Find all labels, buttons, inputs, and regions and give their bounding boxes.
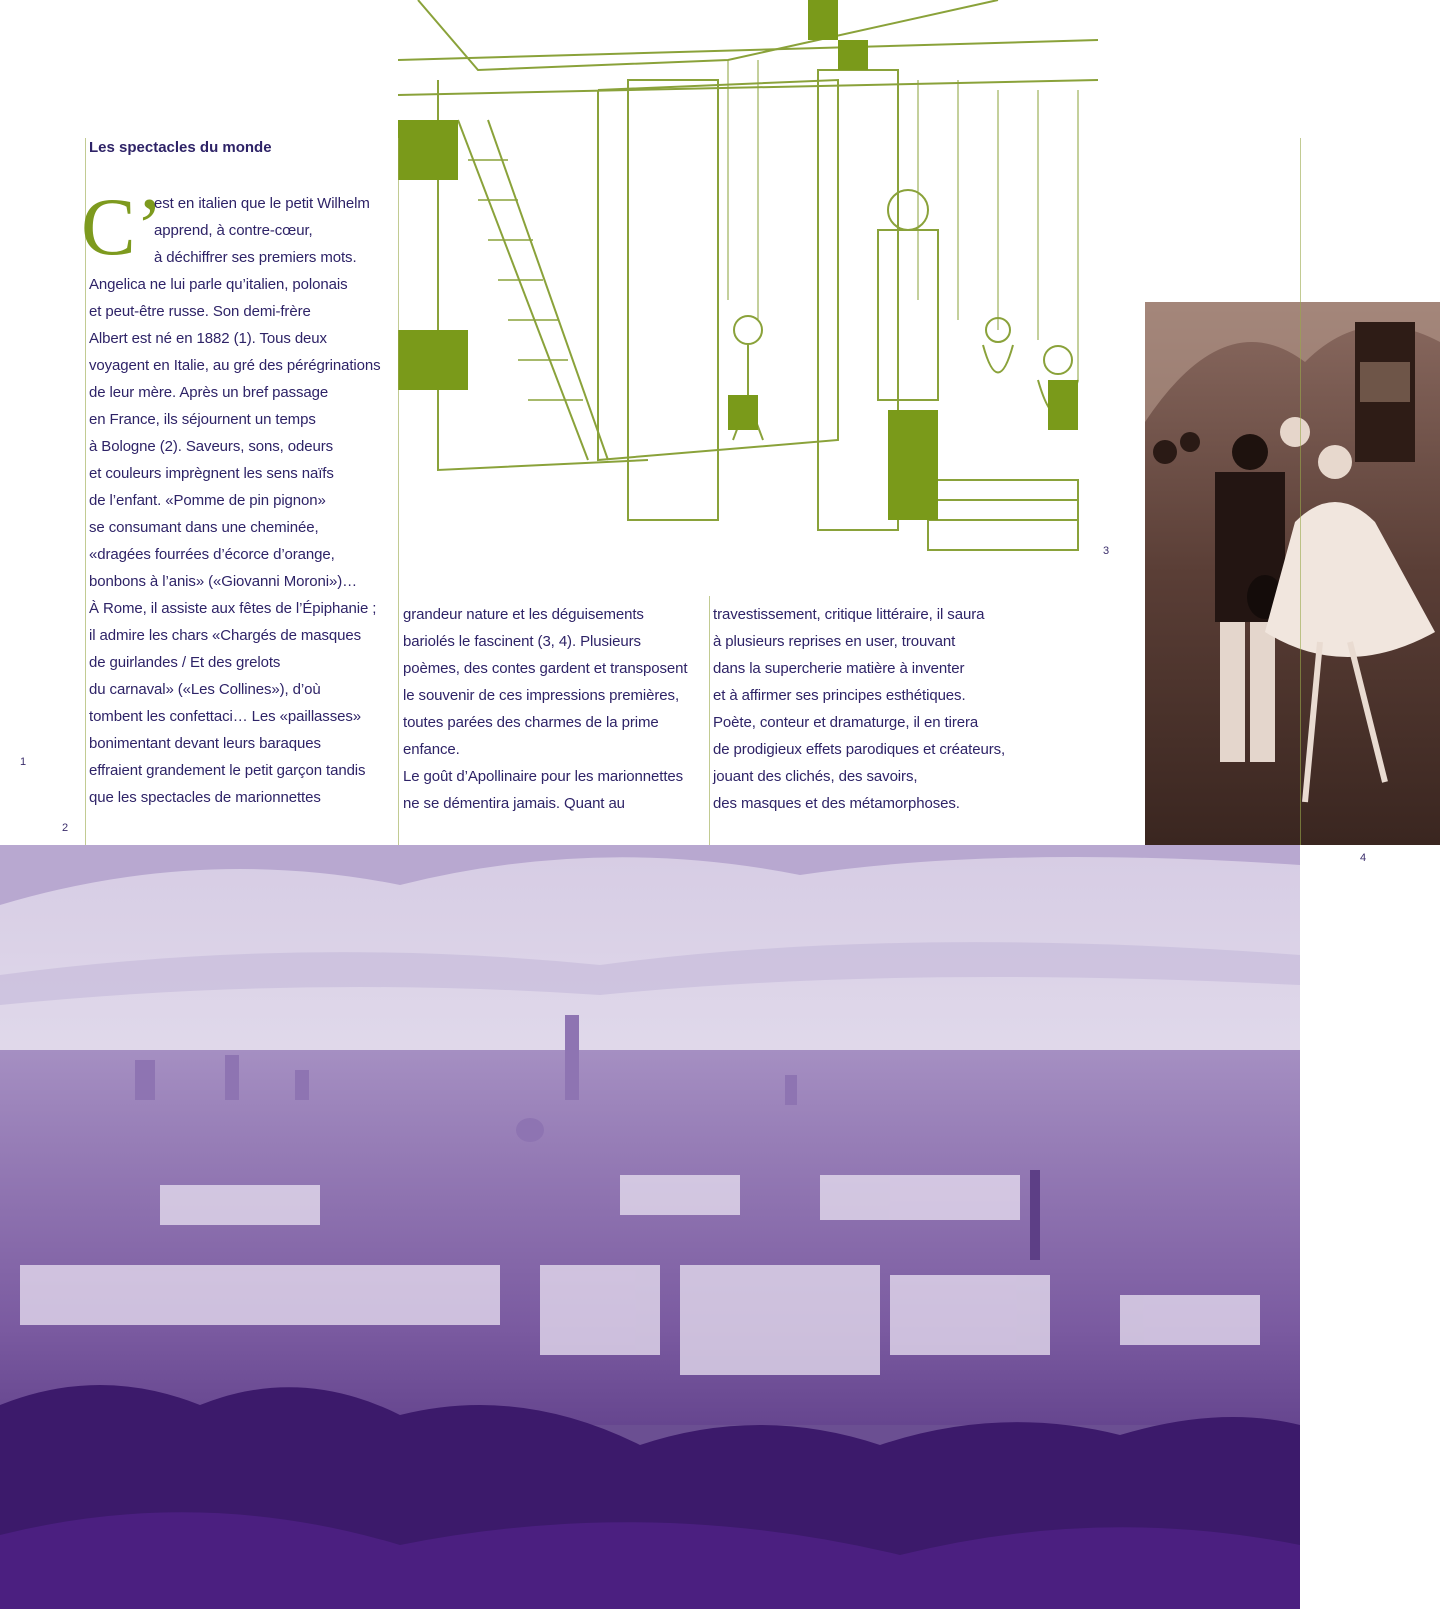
text-line: effraient grandement le petit garçon tandis	[89, 762, 366, 779]
column-rule-3	[709, 596, 710, 845]
text-line: du carnaval» («Les Collines»), d’où	[89, 681, 321, 698]
text-line: bonbons à l’anis» («Giovanni Moroni»)…	[89, 573, 358, 590]
text-line: de guirlandes / Et des grelots	[89, 654, 281, 671]
text-line: à déchiffrer ses premiers mots.	[154, 249, 357, 266]
text-line: et à affirmer ses principes esthétiques.	[713, 687, 966, 704]
text-line: de l’enfant. «Pomme de pin pignon»	[89, 492, 326, 509]
text-column-2	[403, 601, 687, 817]
text-line: et peut-être russe. Son demi-frère	[89, 303, 311, 320]
text-line: que les spectacles de marionnettes	[89, 789, 321, 806]
text-line: Albert est né en 1882 (1). Tous deux	[89, 330, 327, 347]
text-line: grandeur nature et les déguisements	[403, 606, 644, 623]
text-line: jouant des clichés, des savoirs,	[713, 768, 918, 785]
text-line: en France, ils séjournent un temps	[89, 411, 316, 428]
text-line: toutes parées des charmes de la prime	[403, 714, 659, 731]
text-line: bariolés le fascinent (3, 4). Plusieurs	[403, 633, 641, 650]
text-line: à plusieurs reprises en user, trouvant	[713, 633, 956, 650]
text-column-1	[89, 190, 381, 811]
text-line: le souvenir de ces impressions premières,	[403, 687, 680, 704]
text-line: poèmes, des contes gardent et transposent	[403, 660, 688, 677]
text-line: bonimentant devant leurs baraques	[89, 735, 321, 752]
text-line: et couleurs imprègnent les sens naïfs	[89, 465, 334, 482]
marionette-theatre-illustration	[398, 0, 1110, 560]
text-line: est en italien que le petit Wilhelm	[154, 195, 370, 212]
text-line: tombent les confettaci… Les «paillasses»	[89, 708, 361, 725]
figure-number-1: 1	[20, 756, 27, 768]
text-line: il admire les chars «Chargés de masques	[89, 627, 362, 644]
figure-number-2: 2	[62, 822, 69, 834]
text-line: travestissement, critique littéraire, il saura	[713, 606, 985, 623]
column-rule-2	[398, 138, 399, 845]
text-line: des masques et des métamorphoses.	[713, 795, 960, 812]
bologna-panorama-photo	[0, 845, 1300, 1609]
figure-number-3: 3	[1103, 545, 1110, 557]
text-line: se consumant dans une cheminée,	[89, 519, 319, 536]
text-line: Angelica ne lui parle qu’italien, polonais	[89, 276, 348, 293]
text-line: «dragées fourrées d’écorce d’orange,	[89, 546, 335, 563]
text-line: Le goût d’Apollinaire pour les marionnettes	[403, 768, 684, 785]
text-line: apprend, à contre-cœur,	[154, 222, 313, 239]
figure-number-4: 4	[1360, 852, 1367, 864]
text-line: Poète, conteur et dramaturge, il en tirera	[713, 714, 979, 731]
text-line: de leur mère. Après un bref passage	[89, 384, 329, 401]
text-line: à Bologne (2). Saveurs, sons, odeurs	[89, 438, 334, 455]
carnival-ball-image	[1145, 302, 1440, 845]
text-line: voyagent en Italie, au gré des pérégrinations	[89, 357, 381, 374]
section-heading: Les spectacles du monde	[89, 139, 272, 156]
column-rule-4	[1300, 138, 1301, 845]
text-column-3	[713, 601, 1005, 817]
text-line: enfance.	[403, 741, 460, 758]
text-line: À Rome, il assiste aux fêtes de l’Épiphanie ;	[89, 600, 377, 617]
text-line: ne se démentira jamais. Quant au	[403, 795, 625, 812]
text-line: dans la supercherie matière à inventer	[713, 660, 965, 677]
drop-cap: C’	[81, 181, 163, 272]
text-line: de prodigieux effets parodiques et créateurs,	[713, 741, 1006, 758]
